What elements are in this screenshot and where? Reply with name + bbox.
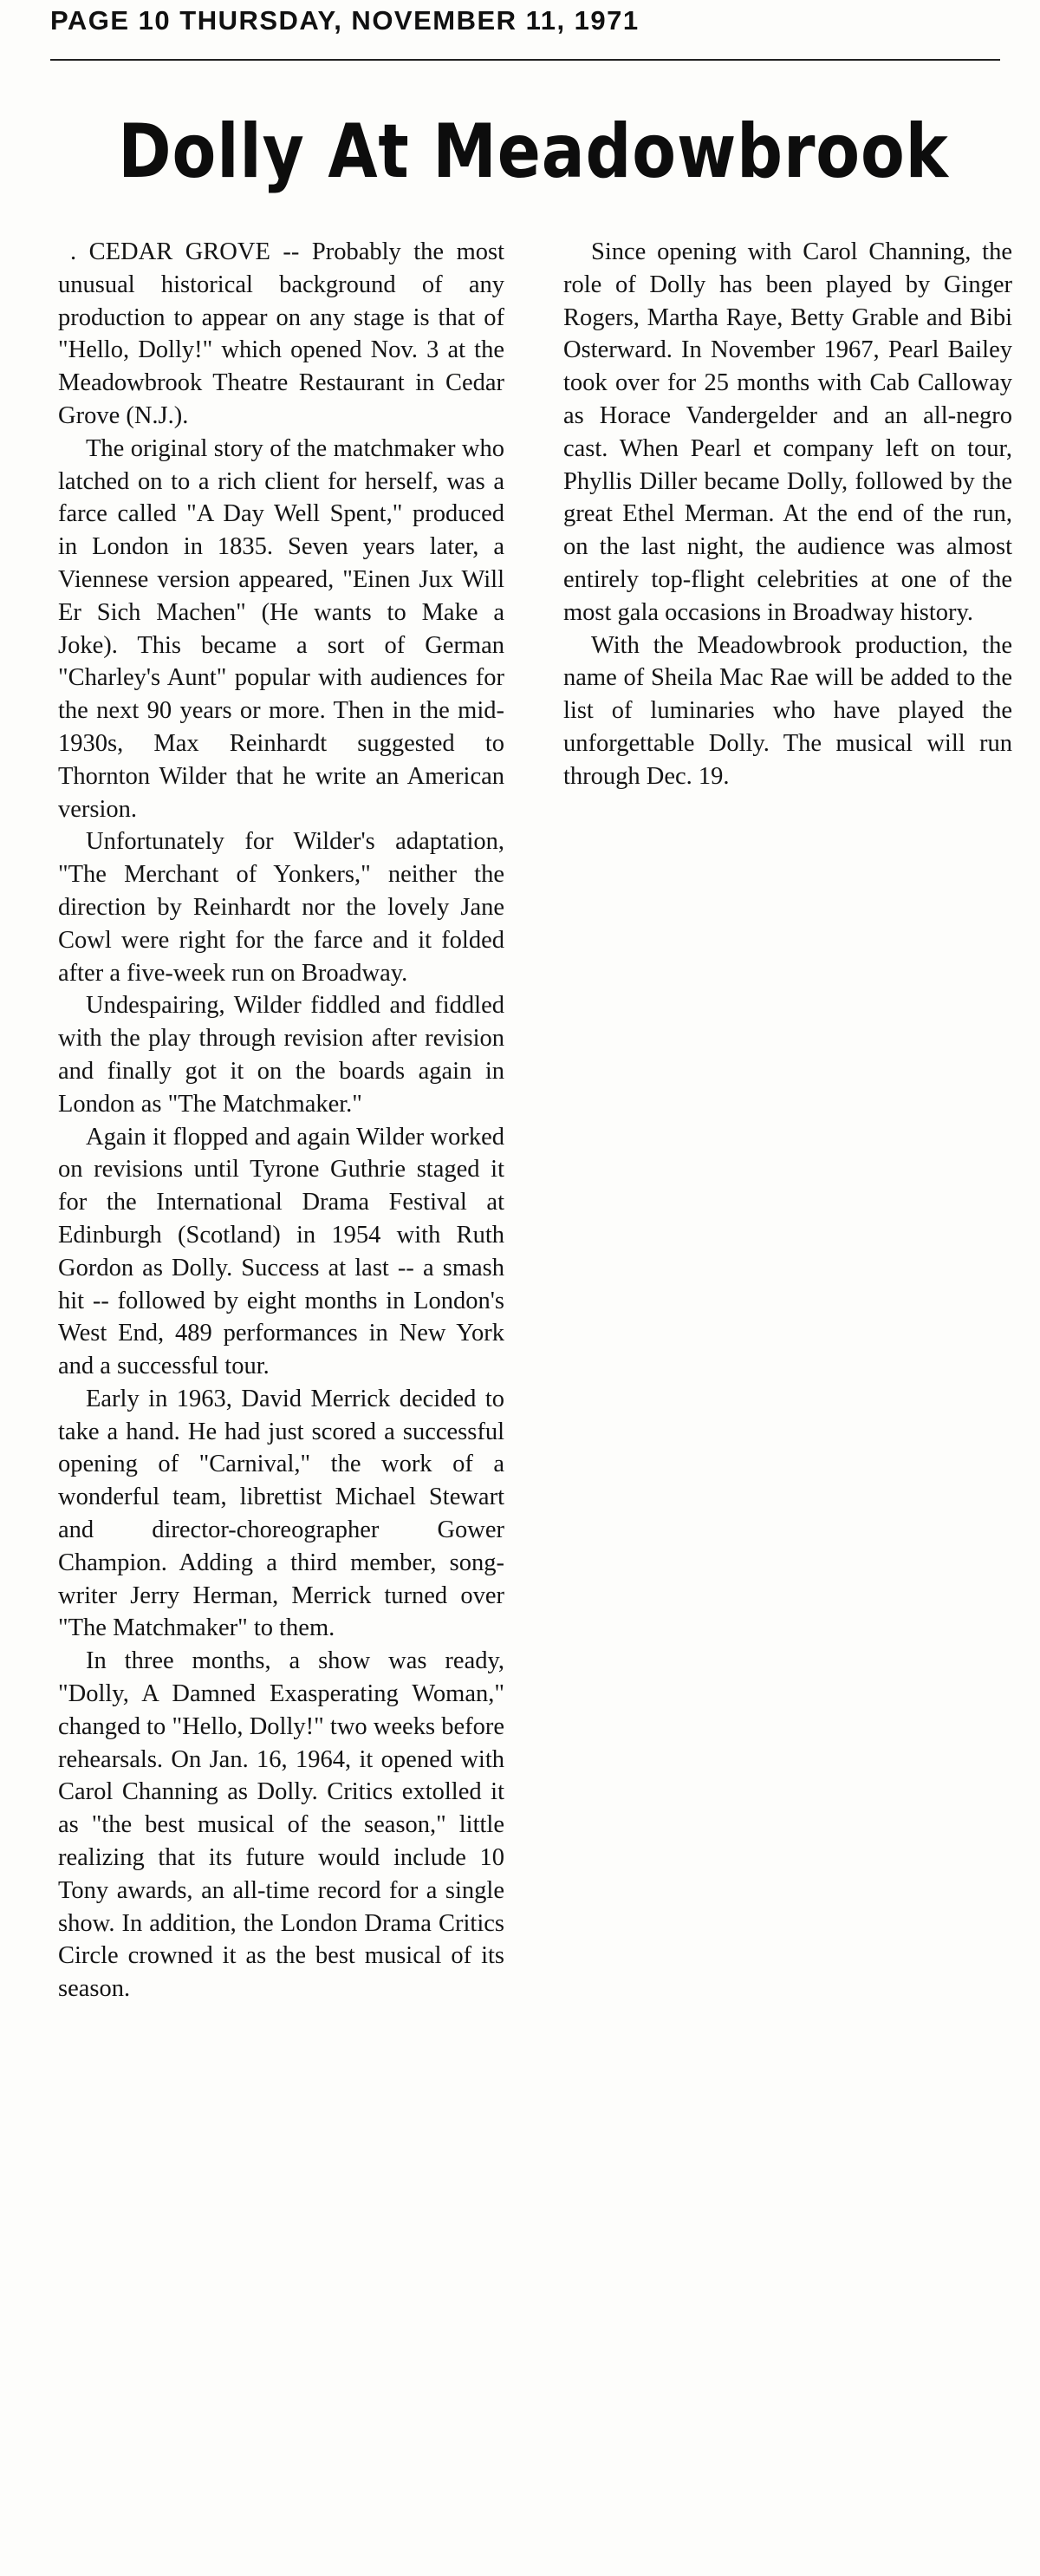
article-paragraph: Early in 1963, David Merrick decided to take a hand. He had just scored a successful opening of "Carnival," the work of a wonderful team, librettist Michael Stewart and director-choreographer Gower Champion. Adding a third member, song-writer Jerry Herman, Merrick turned over "The Matchmaker" to them. xyxy=(58,1385,504,1642)
article-paragraph: In three months, a show was ready, "Dolly, A Damned Exasperating Woman," changed to "Hello, Dolly!" two weeks before rehearsals. On Jan. 16, 1964, it opened with Carol Channing as Dolly. Critics extolled it as "the best musical of the season," little realizing that its future would include 10 Tony awards, an all-time record for a single show. In addition, the London Drama Critics Circle crowned it as the best musical of its season. xyxy=(58,1647,504,2003)
article-paragraph: The original story of the matchmaker who latched on to a rich client for herself, was a farce called "A Day Well Spent," produced in London in 1835. Seven years later, a Viennese version appeared, "Einen Jux Will Er Sich Machen" (He wants to Make a Joke). This became a sort of German "Charley's Aunt" popular with audiences for the next 90 years or more. Then in the mid-1930s, Max Reinhardt suggested to Thornton Wilder that he write an American version. xyxy=(58,434,504,823)
article-paragraph: Again it flopped and again Wilder worked on revisions until Tyrone Guthrie staged it for the International Drama Festival at Edinburgh (Scotland) in 1954 with Ruth Gordon as Dolly. Success at last -- a smash hit -- followed by eight months in London's West End, 489 performances in New York and a successful tour. xyxy=(58,1123,504,1380)
article-paragraph: . CEDAR GROVE -- Probably the most unusual historical background of any production to appear on any stage is that of "Hello, Dolly!" which opened Nov. 3 at the Meadowbrook Theatre Restaurant in Cedar Grove (N.J.). xyxy=(58,238,504,429)
article-column-right xyxy=(563,236,1012,1016)
header-rule xyxy=(50,59,1000,61)
article-headline: Dolly At Meadowbrook xyxy=(118,108,949,195)
article-column-left xyxy=(58,236,504,2542)
page-header: PAGE 10 THURSDAY, NOVEMBER 11, 1971 xyxy=(50,5,640,36)
article-paragraph: Since opening with Carol Channing, the role of Dolly has been played by Ginger Rogers, Martha Raye, Betty Grable and Bibi Osterward. In November 1967, Pearl Bailey took over for 25 months with Cab Calloway as Horace Vandergelder and an all-negro cast. When Pearl et company left on tour, Phyllis Diller became Dolly, followed by the great Ethel Merman. At the end of the run, on the last night, the audience was almost entirely top-flight celebrities at one of the most gala occasions in Broadway history. xyxy=(563,238,1012,626)
article-paragraph: Undespairing, Wilder fiddled and fiddled with the play through revision after revision and finally got it on the boards again in London as "The Matchmaker." xyxy=(58,992,504,1118)
article-paragraph: With the Meadowbrook production, the name of Sheila Mac Rae will be added to the list of luminaries who have played the unforgettable Dolly. The musical will run through Dec. 19. xyxy=(563,631,1012,790)
article-paragraph: Unfortunately for Wilder's adaptation, "The Merchant of Yonkers," neither the direction by Reinhardt nor the lovely Jane Cowl were right for the farce and it folded after a five-week run on Broadway. xyxy=(58,828,504,987)
